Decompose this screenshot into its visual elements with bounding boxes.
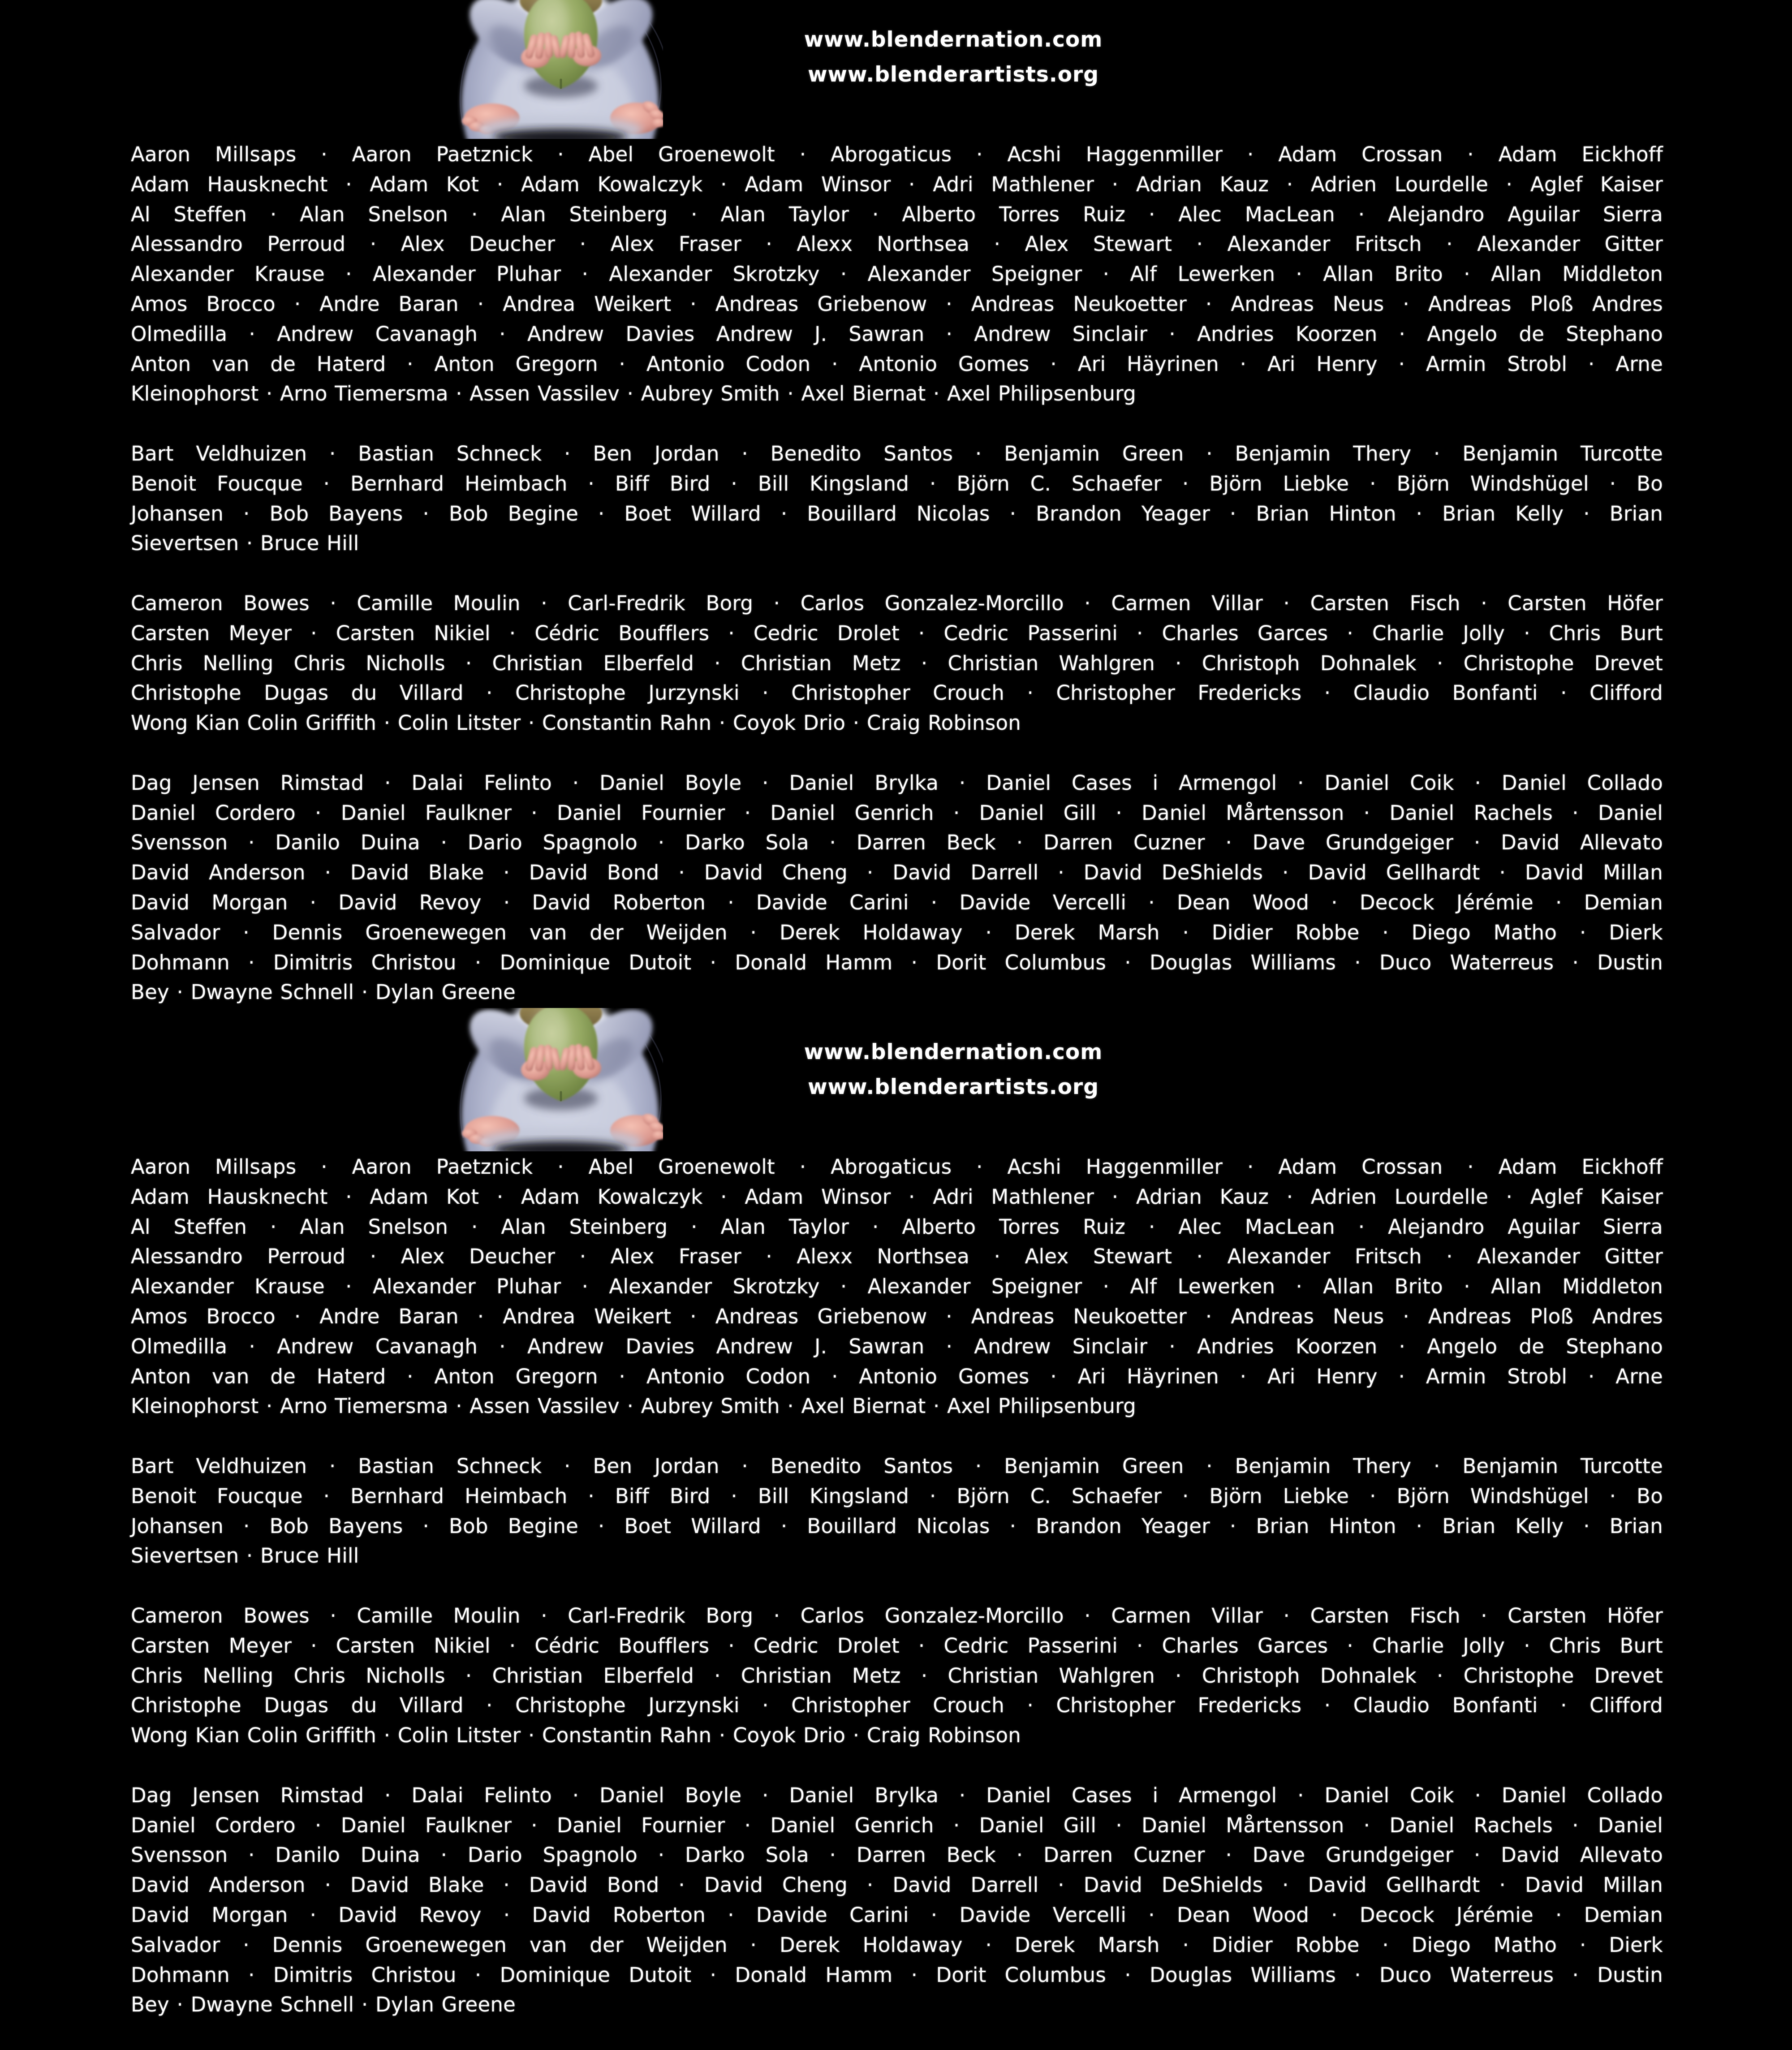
rodent-acorn-svg <box>457 1008 663 1151</box>
credits-line: Salvador · Dennis Groenewegen van der Weijden · Derek Holdaway · Derek Marsh · Didier Robbe · Diego Matho · Dierk <box>131 1933 1663 1957</box>
credits-line: Olmedilla · Andrew Cavanagh · Andrew Davies Andrew J. Sawran · Andrew Sinclair · Andries Koorzen · Angelo de Stephano <box>131 322 1663 346</box>
credits-line: David Morgan · David Revoy · David Roberton · Davide Carini · Davide Vercelli · Dean Wood · Decock Jérémie · Demian <box>131 890 1663 914</box>
credits-line: Bart Veldhuizen · Bastian Schneck · Ben Jordan · Benedito Santos · Benjamin Green · Benjamin Thery · Benjamin Turcotte <box>131 441 1663 465</box>
credits-line: Benoit Foucque · Bernhard Heimbach · Biff Bird · Bill Kingsland · Björn C. Schaefer · Björn Liebke · Björn Windshügel · Bo <box>131 471 1663 495</box>
credits-line: Alessandro Perroud · Alex Deucher · Alex Fraser · Alexx Northsea · Alex Stewart · Alexander Fritsch · Alexander Gitter <box>131 1245 1663 1269</box>
credits-line: Dag Jensen Rimstad · Dalai Felinto · Daniel Boyle · Daniel Brylka · Daniel Cases i Armengol · Daniel Coik · Daniel Collado <box>131 771 1663 795</box>
credits-paragraph <box>131 1152 1663 1421</box>
credits-line: Adam Hausknecht · Adam Kot · Adam Kowalczyk · Adam Winsor · Adri Mathlener · Adrian Kauz · Adrien Lourdelle · Aglef Kaiser <box>131 1184 1663 1209</box>
credits-line: Kleinophorst · Arno Tiemersma · Assen Vassilev · Aubrey Smith · Axel Biernat · Axel Philipsenburg <box>131 1394 1136 1418</box>
credits-line: Svensson · Danilo Duina · Dario Spagnolo · Darko Sola · Darren Beck · Darren Cuzner · Dave Grundgeiger · David Allevato <box>131 1843 1663 1867</box>
credits-line: Chris Nelling Chris Nicholls · Christian Elberfeld · Christian Metz · Christian Wahlgren · Christoph Dohnalek · Christophe Drevet <box>131 651 1663 675</box>
website-links <box>729 1035 1177 1105</box>
website-url-blendernation: www.blendernation.com <box>804 27 1103 52</box>
credits-line: Bey · Dwayne Schnell · Dylan Greene <box>131 1993 516 2017</box>
rodent-acorn-svg <box>457 0 663 139</box>
credits-line: Dohmann · Dimitris Christou · Dominique Dutoit · Donald Hamm · Dorit Columbus · Douglas Williams · Duco Waterreus · Dustin <box>131 950 1663 974</box>
credits-line: Daniel Cordero · Daniel Faulkner · Daniel Fournier · Daniel Genrich · Daniel Gill · Daniel Mårtensson · Daniel Rachels · Daniel <box>131 1813 1663 1837</box>
website-links <box>729 22 1177 92</box>
credits-paragraph <box>131 1601 1663 1751</box>
credits-line: Benoit Foucque · Bernhard Heimbach · Biff Bird · Bill Kingsland · Björn C. Schaefer · Björn Liebke · Björn Windshügel · Bo <box>131 1484 1663 1508</box>
credits-paragraph <box>131 589 1663 738</box>
credits-line: Amos Brocco · Andre Baran · Andrea Weikert · Andreas Griebenow · Andreas Neukoetter · Andreas Neus · Andreas Ploß Andres <box>131 1304 1663 1328</box>
credits-line: Cameron Bowes · Camille Moulin · Carl-Fredrik Borg · Carlos Gonzalez-Morcillo · Carmen Villar · Carsten Fisch · Carsten Höfer <box>131 1603 1663 1628</box>
credits-line: Anton van de Haterd · Anton Gregorn · Antonio Codon · Antonio Gomes · Ari Häyrinen · Ari Henry · Armin Strobl · Arne <box>131 1364 1663 1388</box>
credits-line: Daniel Cordero · Daniel Faulkner · Daniel Fournier · Daniel Genrich · Daniel Gill · Daniel Mårtensson · Daniel Rachels · Daniel <box>131 801 1663 825</box>
credits-line: Al Steffen · Alan Snelson · Alan Steinberg · Alan Taylor · Alberto Torres Ruiz · Alec MacLean · Alejandro Aguilar Sierra <box>131 1214 1663 1239</box>
credits-paragraph <box>131 439 1663 559</box>
credits-line: Alessandro Perroud · Alex Deucher · Alex Fraser · Alexx Northsea · Alex Stewart · Alexander Fritsch · Alexander Gitter <box>131 232 1663 256</box>
credits-line: Aaron Millsaps · Aaron Paetznick · Abel Groenewolt · Abrogaticus · Acshi Haggenmiller · Adam Crossan · Adam Eickhoff <box>131 1155 1663 1179</box>
credits-line: Johansen · Bob Bayens · Bob Begine · Boet Willard · Bouillard Nicolas · Brandon Yeager · Brian Hinton · Brian Kelly · Brian <box>131 1514 1663 1538</box>
credits-line: Carsten Meyer · Carsten Nikiel · Cédric Boufflers · Cedric Drolet · Cedric Passerini · Charles Garces · Charlie Jolly · Chris Burt <box>131 1633 1663 1658</box>
credits-line: David Morgan · David Revoy · David Roberton · Davide Carini · Davide Vercelli · Dean Wood · Decock Jérémie · Demian <box>131 1903 1663 1927</box>
credits-line: Christophe Dugas du Villard · Christophe Jurzynski · Christopher Crouch · Christopher Fredericks · Claudio Bonfanti · Clifford <box>131 1693 1663 1718</box>
credits-line: Sievertsen · Bruce Hill <box>131 1544 359 1568</box>
credits-line: Christophe Dugas du Villard · Christophe Jurzynski · Christopher Crouch · Christopher Fredericks · Claudio Bonfanti · Clifford <box>131 681 1663 705</box>
website-url-blenderartists: www.blenderartists.org <box>808 62 1099 87</box>
credits-line: Olmedilla · Andrew Cavanagh · Andrew Davies Andrew J. Sawran · Andrew Sinclair · Andries Koorzen · Angelo de Stephano <box>131 1334 1663 1358</box>
credits-paragraphs <box>131 1152 1663 2050</box>
credits-paragraph <box>131 1781 1663 2020</box>
website-url-blendernation: www.blendernation.com <box>804 1040 1103 1064</box>
credits-line: Al Steffen · Alan Snelson · Alan Steinberg · Alan Taylor · Alberto Torres Ruiz · Alec MacLean · Alejandro Aguilar Sierra <box>131 202 1663 226</box>
credits-line: Carsten Meyer · Carsten Nikiel · Cédric Boufflers · Cedric Drolet · Cedric Passerini · Charles Garces · Charlie Jolly · Chris Burt <box>131 621 1663 645</box>
credits-line: Salvador · Dennis Groenewegen van der Weijden · Derek Holdaway · Derek Marsh · Didier Robbe · Diego Matho · Dierk <box>131 920 1663 944</box>
credits-line: Wong Kian Colin Griffith · Colin Litster · Constantin Rahn · Coyok Drio · Craig Robinson <box>131 711 1021 735</box>
credits-line: Bart Veldhuizen · Bastian Schneck · Ben Jordan · Benedito Santos · Benjamin Green · Benjamin Thery · Benjamin Turcotte <box>131 1454 1663 1478</box>
credits-line: Alexander Krause · Alexander Pluhar · Alexander Skrotzky · Alexander Speigner · Alf Lewerken · Allan Brito · Allan Middleton <box>131 1275 1663 1299</box>
credits-line: Bey · Dwayne Schnell · Dylan Greene <box>131 980 516 1004</box>
credits-line: Amos Brocco · Andre Baran · Andrea Weikert · Andreas Griebenow · Andreas Neukoetter · Andreas Neus · Andreas Ploß Andres <box>131 292 1663 316</box>
rodent-acorn-illustration <box>457 1008 663 1151</box>
credits-line: Sievertsen · Bruce Hill <box>131 531 359 556</box>
credits-line: Svensson · Danilo Duina · Dario Spagnolo · Darko Sola · Darren Beck · Darren Cuzner · Dave Grundgeiger · David Allevato <box>131 831 1663 855</box>
credits-paragraph <box>131 768 1663 1008</box>
credits-line: Cameron Bowes · Camille Moulin · Carl-Fredrik Borg · Carlos Gonzalez-Morcillo · Carmen Villar · Carsten Fisch · Carsten Höfer <box>131 591 1663 615</box>
credits-line: Wong Kian Colin Griffith · Colin Litster · Constantin Rahn · Coyok Drio · Craig Robinson <box>131 1723 1021 1748</box>
credits-paragraph <box>131 1451 1663 1571</box>
website-url-blenderartists: www.blenderartists.org <box>808 1075 1099 1099</box>
credits-line: Anton van de Haterd · Anton Gregorn · Antonio Codon · Antonio Gomes · Ari Häyrinen · Ari Henry · Armin Strobl · Arne <box>131 352 1663 376</box>
credits-line: Chris Nelling Chris Nicholls · Christian Elberfeld · Christian Metz · Christian Wahlgren · Christoph Dohnalek · Christophe Drevet <box>131 1663 1663 1688</box>
credits-line: Alexander Krause · Alexander Pluhar · Alexander Skrotzky · Alexander Speigner · Alf Lewerken · Allan Brito · Allan Middleton <box>131 262 1663 286</box>
credits-line: Aaron Millsaps · Aaron Paetznick · Abel Groenewolt · Abrogaticus · Acshi Haggenmiller · Adam Crossan · Adam Eickhoff <box>131 142 1663 166</box>
credits-paragraph <box>131 140 1663 409</box>
rodent-acorn-illustration <box>457 0 663 139</box>
credits-paragraphs <box>131 140 1663 1038</box>
credits-line: Adam Hausknecht · Adam Kot · Adam Kowalczyk · Adam Winsor · Adri Mathlener · Adrian Kauz · Adrien Lourdelle · Aglef Kaiser <box>131 172 1663 196</box>
credits-line: Kleinophorst · Arno Tiemersma · Assen Vassilev · Aubrey Smith · Axel Biernat · Axel Philipsenburg <box>131 382 1136 406</box>
credits-line: Johansen · Bob Bayens · Bob Begine · Boet Willard · Bouillard Nicolas · Brandon Yeager · Brian Hinton · Brian Kelly · Brian <box>131 501 1663 525</box>
credits-line: David Anderson · David Blake · David Bond · David Cheng · David Darrell · David DeShields · David Gellhardt · David Millan <box>131 861 1663 885</box>
credits-line: David Anderson · David Blake · David Bond · David Cheng · David Darrell · David DeShields · David Gellhardt · David Millan <box>131 1873 1663 1897</box>
credits-line: Dag Jensen Rimstad · Dalai Felinto · Daniel Boyle · Daniel Brylka · Daniel Cases i Armengol · Daniel Coik · Daniel Collado <box>131 1783 1663 1807</box>
credits-line: Dohmann · Dimitris Christou · Dominique Dutoit · Donald Hamm · Dorit Columbus · Douglas Williams · Duco Waterreus · Dustin <box>131 1963 1663 1987</box>
